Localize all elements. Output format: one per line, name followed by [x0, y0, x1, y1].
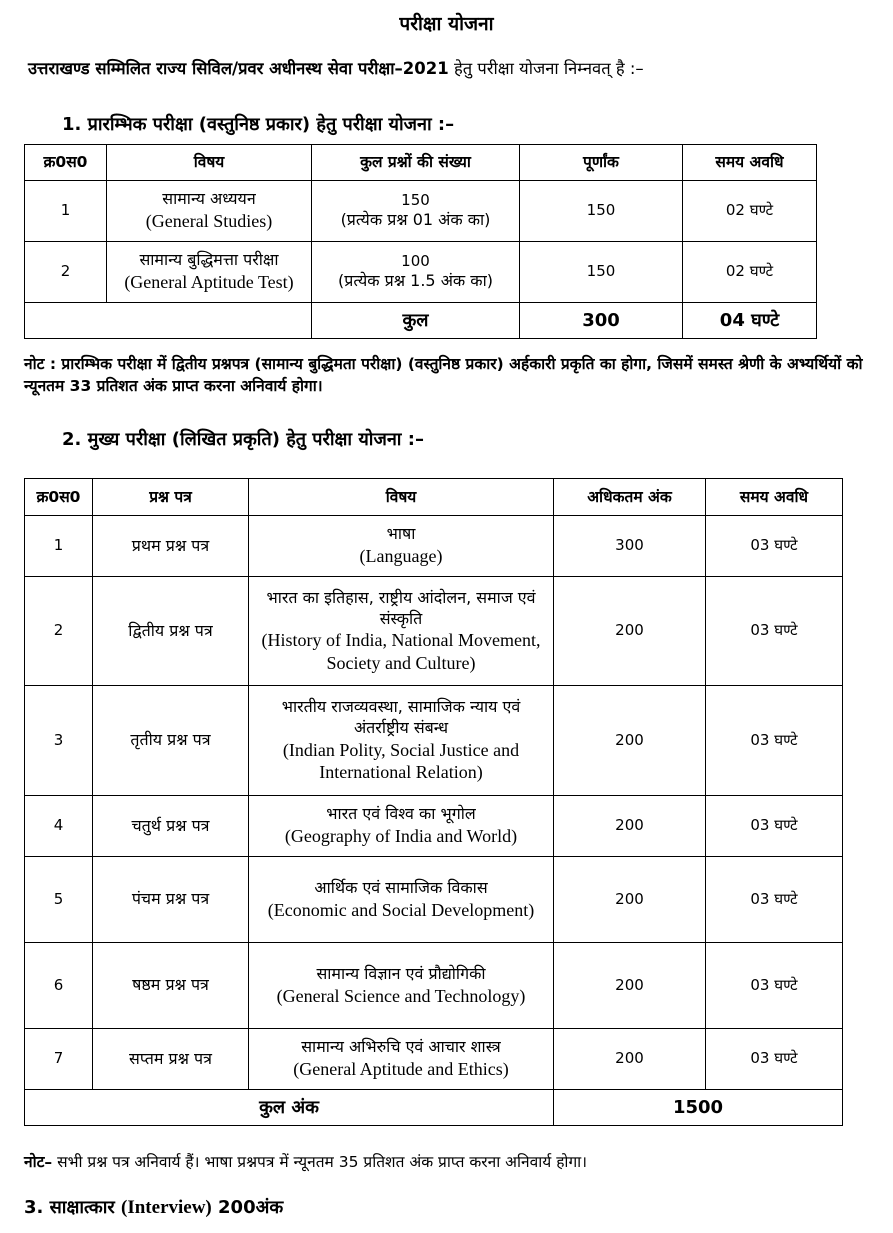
intro-rest: हेतु परीक्षा योजना निम्नवत् है :–	[448, 59, 644, 78]
section3-prefix: 3. साक्षात्कार	[24, 1197, 122, 1218]
table1-header-qcount: कुल प्रश्नों की संख्या	[312, 145, 520, 181]
table-row	[25, 857, 843, 943]
sn-cell: 5	[25, 857, 93, 943]
section3-marks: 200अंक	[211, 1197, 284, 1218]
paper-cell: चतुर्थ प्रश्न पत्र	[93, 796, 249, 857]
sn-cell: 1	[25, 181, 107, 242]
total-label: कुल	[312, 303, 520, 339]
time-cell: 02 घण्टे	[683, 181, 817, 242]
total-marks: 300	[520, 303, 683, 339]
marks-cell: 150	[520, 242, 683, 303]
qcount-note: (प्रत्येक प्रश्न 01 अंक का)	[340, 210, 491, 230]
table-row	[25, 242, 817, 303]
sn-cell: 1	[25, 516, 93, 577]
total-marks: 1500	[554, 1090, 843, 1126]
note-main	[24, 1150, 884, 1172]
intro-exam-name: उत्तराखण्ड सम्मिलित राज्य सिविल/प्रवर अधीनस्थ सेवा परीक्षा–2021	[28, 59, 449, 78]
section3-heading	[24, 1195, 283, 1219]
table1-header-time: समय अवधि	[683, 145, 817, 181]
table2-header-time: समय अवधि	[706, 479, 843, 516]
main-exam-table	[24, 478, 843, 1126]
table2-header-sn: क्र0स0	[25, 479, 93, 516]
note-main-label: नोट–	[24, 1153, 53, 1171]
table2-header-row	[25, 479, 843, 516]
subject-cell	[249, 796, 554, 857]
time-cell: 03 घण्टे	[706, 796, 843, 857]
table1-header-row	[25, 145, 817, 181]
marks-cell: 200	[554, 577, 706, 686]
marks-cell: 200	[554, 943, 706, 1029]
subject-hindi: सामान्य बुद्धिमत्ता परीक्षा	[139, 250, 279, 270]
table2-total-row	[25, 1090, 843, 1126]
subject-cell	[107, 181, 312, 242]
subject-cell	[249, 857, 554, 943]
time-cell: 03 घण्टे	[706, 686, 843, 796]
note-main-text: सभी प्रश्न पत्र अनिवार्य हैं। भाषा प्रश्नपत्र में न्यूनतम 35 प्रतिशत अंक प्राप्त करना अनिवार्य होगा।	[52, 1153, 588, 1171]
subject-english: (History of India, National Movement, Society and Culture)	[261, 630, 541, 673]
subject-hindi: भाषा	[386, 524, 416, 544]
total-time: 04 घण्टे	[683, 303, 817, 339]
subject-cell	[249, 577, 554, 686]
sn-cell: 2	[25, 242, 107, 303]
subject-english: (Indian Polity, Social Justice and International Relation)	[282, 739, 520, 783]
subject-hindi: आर्थिक एवं सामाजिक विकास	[314, 877, 488, 897]
marks-cell: 200	[554, 686, 706, 796]
subject-hindi: सामान्य अभिरुचि एवं आचार शास्त्र	[301, 1037, 501, 1057]
qcount-value: 100	[401, 251, 430, 270]
subject-hindi: सामान्य विज्ञान एवं प्रौद्योगिकी	[316, 963, 486, 983]
subject-hindi: सामान्य अध्ययन	[162, 189, 256, 209]
sn-cell: 7	[25, 1029, 93, 1090]
subject-english: (General Science and Technology)	[276, 985, 526, 1006]
page-title: परीक्षा योजना	[399, 13, 494, 35]
subject-cell	[249, 1029, 554, 1090]
marks-cell: 300	[554, 516, 706, 577]
subject-english: (Economic and Social Development)	[267, 899, 535, 920]
subject-cell	[249, 943, 554, 1029]
paper-cell: सप्तम प्रश्न पत्र	[93, 1029, 249, 1090]
section1-heading: 1. प्रारम्भिक परीक्षा (वस्तुनिष्ठ प्रकार) हेतु परीक्षा योजना :–	[62, 114, 455, 135]
subject-hindi: भारत का इतिहास, राष्ट्रीय आंदोलन, समाज एवं संस्कृति	[266, 587, 536, 628]
table-row	[25, 516, 843, 577]
total-empty-cell	[25, 303, 312, 339]
time-cell: 03 घण्टे	[706, 577, 843, 686]
table-row	[25, 1029, 843, 1090]
paper-cell: द्वितीय प्रश्न पत्र	[93, 577, 249, 686]
section3-english: (Interview)	[121, 1197, 212, 1218]
subject-hindi: भारतीय राजव्यवस्था, सामाजिक न्याय एवं अंतर्राष्ट्रीय संबन्ध	[281, 697, 521, 737]
time-cell: 03 घण्टे	[706, 943, 843, 1029]
preliminary-exam-table	[24, 144, 817, 339]
table1-header-subject: विषय	[107, 145, 312, 181]
total-label: कुल अंक	[25, 1090, 554, 1126]
sn-cell: 3	[25, 686, 93, 796]
marks-cell: 150	[520, 181, 683, 242]
table-row	[25, 577, 843, 686]
table1-header-marks: पूर्णांक	[520, 145, 683, 181]
time-cell: 03 घण्टे	[706, 516, 843, 577]
marks-cell: 200	[554, 857, 706, 943]
subject-cell	[249, 516, 554, 577]
subject-english: (General Studies)	[145, 211, 273, 232]
table2-header-subject: विषय	[249, 479, 554, 516]
paper-cell: पंचम प्रश्न पत्र	[93, 857, 249, 943]
table-row	[25, 181, 817, 242]
sn-cell: 2	[25, 577, 93, 686]
section2-heading: 2. मुख्य परीक्षा (लिखित प्रकृति) हेतु परीक्षा योजना :–	[62, 429, 424, 450]
subject-english: (Geography of India and World)	[284, 826, 518, 847]
table2-header-paper: प्रश्न पत्र	[93, 479, 249, 516]
qcount-cell	[312, 181, 520, 242]
subject-english: (General Aptitude and Ethics)	[293, 1059, 509, 1080]
subject-hindi: भारत एवं विश्व का भूगोल	[326, 804, 476, 824]
intro-line	[28, 56, 878, 79]
paper-cell: षष्ठम प्रश्न पत्र	[93, 943, 249, 1029]
marks-cell: 200	[554, 1029, 706, 1090]
time-cell: 03 घण्टे	[706, 857, 843, 943]
subject-cell	[249, 686, 554, 796]
paper-cell: तृतीय प्रश्न पत्र	[93, 686, 249, 796]
table-row	[25, 943, 843, 1029]
table1-header-sn: क्र0स0	[25, 145, 107, 181]
subject-english: (Language)	[359, 546, 443, 567]
subject-cell	[107, 242, 312, 303]
table-row	[25, 796, 843, 857]
qcount-note: (प्रत्येक प्रश्न 1.5 अंक का)	[338, 271, 493, 291]
subject-english: (General Aptitude Test)	[124, 272, 294, 293]
marks-cell: 200	[554, 796, 706, 857]
time-cell: 02 घण्टे	[683, 242, 817, 303]
sn-cell: 6	[25, 943, 93, 1029]
table2-header-marks: अधिकतम अंक	[554, 479, 706, 516]
qcount-cell	[312, 242, 520, 303]
sn-cell: 4	[25, 796, 93, 857]
qcount-value: 150	[401, 190, 430, 209]
note-preliminary: नोट : प्रारम्भिक परीक्षा में द्वितीय प्रश्नपत्र (सामान्य बुद्धिमता परीक्षा) (वस्तुनिष्ठ प्रकार) अर्हकारी प्रकृति का होगा, जिसमें समस्त श्रेणी के अभ्यर्थियों को न्यूनतम 33 प्रतिशत अंक प्राप्त करना अनिवार्य होगा।	[24, 355, 863, 396]
time-cell: 03 घण्टे	[706, 1029, 843, 1090]
paper-cell: प्रथम प्रश्न पत्र	[93, 516, 249, 577]
table-row	[25, 686, 843, 796]
table1-total-row	[25, 303, 817, 339]
